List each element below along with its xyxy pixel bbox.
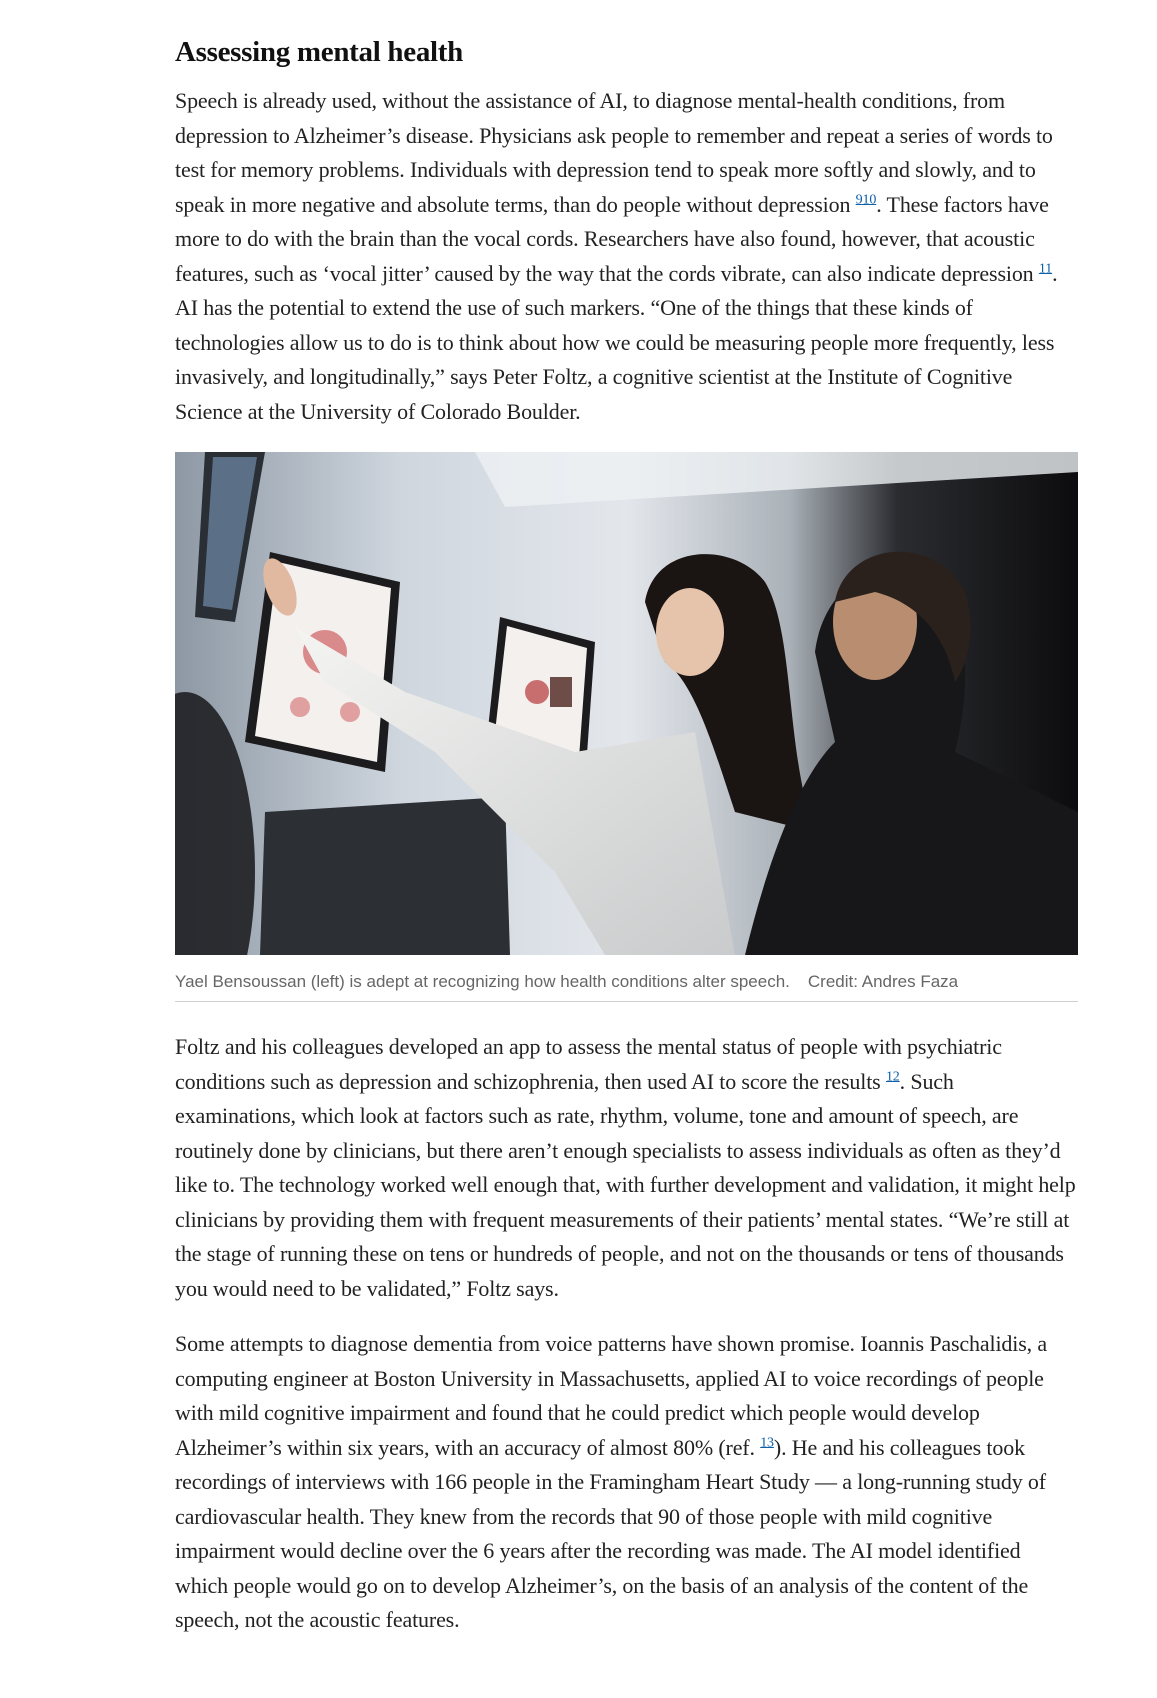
paragraph-1-text-a: Speech is already used, without the assistance of AI, to diagnose mental-health conditions, from depression to Alzheimer’s disease. Physicians ask people to remember and repeat a series of words to test for memory problems. Individuals with depression tend to speak more softly and slowly, and to speak in more negative and absolute terms, than do people without depression — [175, 88, 1053, 217]
reference-13[interactable] — [760, 1435, 774, 1450]
figure-caption — [175, 955, 1078, 1002]
reference-13-link[interactable]: 13 — [760, 1435, 774, 1451]
paragraph-2 — [175, 1030, 1078, 1306]
paragraph-1 — [175, 84, 1078, 429]
paragraph-1-text-c: . AI has the potential to extend the use of such markers. “One of the things that these kinds of technologies allow us to do is to think about how we could be measuring people more frequently, less invasively, and longitudinally,” says Peter Foltz, a cognitive scientist at the Institute of Cognitive Science at the University of Colorado Boulder. — [175, 260, 1058, 424]
reference-9[interactable] — [856, 192, 863, 207]
reference-10[interactable] — [863, 192, 877, 207]
reference-12[interactable] — [886, 1069, 900, 1084]
article-body — [175, 30, 1078, 1638]
reference-12-link[interactable]: 12 — [885, 1069, 900, 1085]
paragraph-1-text-b: . These factors have more to do with the brain than the vocal cords. Researchers have also found, however, that acoustic features, such as ‘vocal jitter’ caused by the way that the cords vibrate, can also indicate depression — [175, 191, 1049, 286]
reference-11[interactable] — [1039, 261, 1052, 276]
article-continued — [175, 1030, 1078, 1638]
caption-credit: Credit: Andres Faza — [807, 972, 959, 991]
reference-11-link[interactable]: 11 — [1038, 261, 1053, 277]
photo-clinicians-examining-scan[interactable] — [175, 452, 1078, 955]
reference-10-link[interactable]: 10 — [862, 192, 877, 208]
caption-text: Yael Bensoussan (left) is adept at recognizing how health conditions alter speech. — [175, 972, 790, 991]
paragraph-2-text-b: . Such examinations, which look at factors such as rate, rhythm, volume, tone and amount of speech, are routinely done by clinicians, but there aren’t enough specialists to assess individuals as often as they’d like to. The technology worked well enough that, with further development and validation, it might help clinicians by providing them with frequent measurements of their patients’ mental states. “We’re still at the stage of running these on tens or hundreds of people, and not on the thousands or tens of thousands you would need to be validated,” Foltz says. — [175, 1068, 1076, 1301]
photo-illustration — [175, 452, 1078, 955]
paragraph-2-text-a: Foltz and his colleagues developed an app to assess the mental status of people with psychiatric conditions such as depression and schizophrenia, then used AI to score the results — [175, 1034, 1002, 1094]
paragraph-3-text-a: Some attempts to diagnose dementia from voice patterns have shown promise. Ioannis Paschalidis, a computing engineer at Boston University in Massachusetts, applied AI to voice recordings of people with mild cognitive impairment and found that he could predict which people would develop Alzheimer’s within six years, with an accuracy of almost 80% (ref. — [175, 1331, 1047, 1460]
section-heading: Assessing mental health — [175, 36, 463, 68]
paragraph-3-text-b: ). He and his colleagues took recordings of interviews with 166 people in the Framingham Heart Study — a long-running study of cardiovascular health. They knew from the records that 90 of those people with mild cognitive impairment would decline over the 6 years after the recording was made. The AI model identified which people would go on to develop Alzheimer’s, on the basis of an analysis of the content of the speech, not the acoustic features. — [175, 1434, 1046, 1632]
paragraph-3 — [175, 1327, 1078, 1638]
article-figure — [175, 452, 1078, 1002]
reference-9-link[interactable]: 9 — [855, 192, 863, 208]
